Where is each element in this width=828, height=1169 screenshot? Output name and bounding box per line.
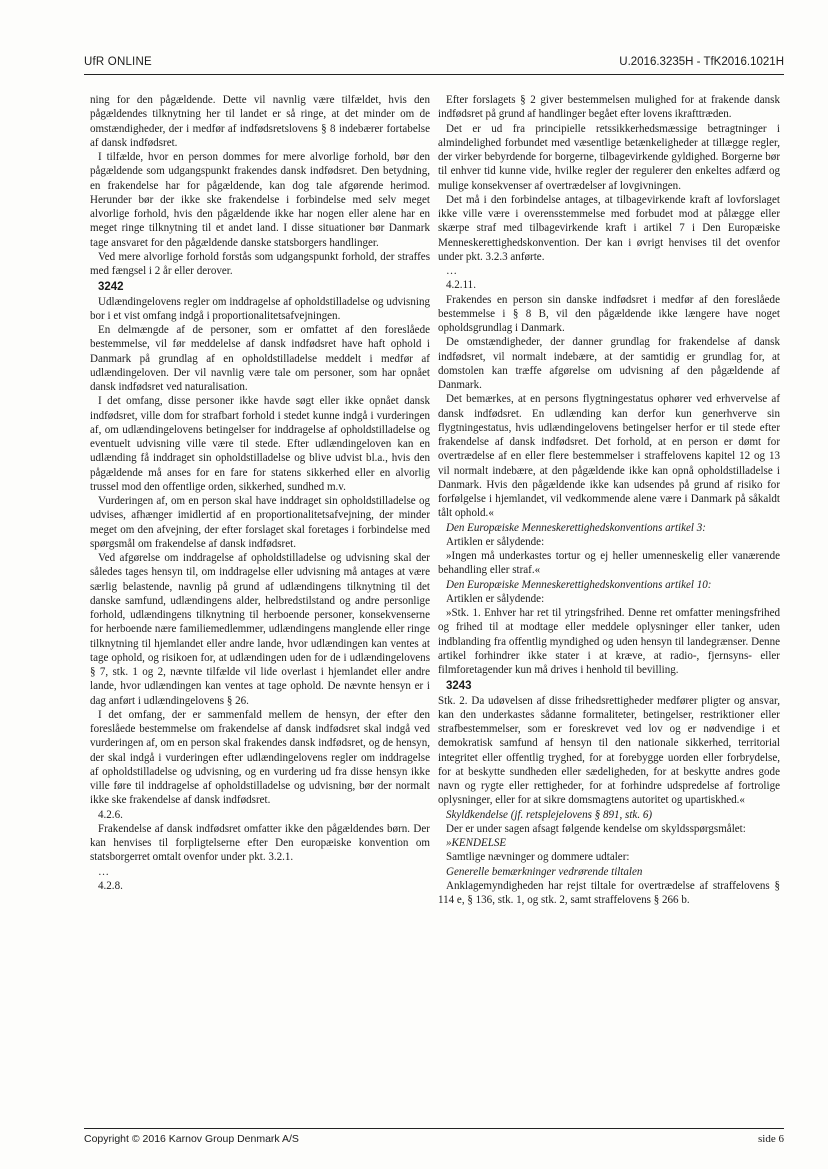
- italic-heading: Generelle bemærkninger vedrørende tiltalen: [446, 865, 643, 878]
- italic-heading: Den Europæiske Menneskerettighedskonventions artikel 3:: [446, 521, 706, 534]
- paragraph: »Stk. 1. Enhver har ret til ytringsfrihed. Denne ret omfatter meningsfrihed og frihed til at modtage eller meddele oplysninger eller tanker, uden indblanding fra offentlig myndighed og uden hensyn til landegrænser. Denne artikel forhindrer ikke stater i at kræve, at radio-, fjernsyns- eller filmforetagender kun må drives i henhold til bevilling.: [438, 607, 780, 676]
- page-number: side 6: [758, 1133, 784, 1145]
- page-footer: [84, 1133, 784, 1149]
- right-column: [438, 93, 780, 907]
- paragraph: Det må i den forbindelse antages, at tilbagevirkende kraft af lovforslaget ikke ville være i overensstemmelse med forbudet mod at pålægge eller skærpe straf med tilbagevirkende kraft i artikel 7 i Den Europæiske Menneskerettighedskonvention. Der kan i øvrigt henvises til det ovenfor under pkt. 3.2.3 anførte.: [438, 193, 780, 263]
- paragraph: En delmængde af de personer, som er omfattet af den foreslåede bestemmelse, vil før meddelelse af dansk indfødsret have haft ophold i Danmark på grundlag af en opholdstilladelse meddelt i medfør af udlændingeloven. Der vil navnlig være tale om personer, som har opnået dansk indfødsret ved naturalisation.: [90, 324, 430, 393]
- header-rule: [84, 74, 784, 75]
- paragraph: Ved mere alvorlige forhold forstås som udgangspunkt forhold, der straffes med fængsel i 2 år eller derover.: [90, 250, 430, 277]
- paragraph: I det omfang, disse personer ikke havde søgt eller ikke opnået dansk indfødsret, ville dom for strafbart forhold i stedet kunne indgå i vurderingen af, om udlændingelovens betingelser for inddragelse af opholdstilladelse og eventuelt udvisning ville være til stede. Efter udlændingeloven kan en udlænding få inddraget sin opholdstilladelse og blive udvist bl.a., hvis den pågældende må anses for en fare for statens sikkerhed eller en alvorlig trussel mod den offentlige orden, sikkerhed, sundhed m.v.: [90, 395, 430, 493]
- copyright-notice: Copyright © 2016 Karnov Group Denmark A/S: [84, 1133, 299, 1145]
- paragraph: »Ingen må underkastes tortur og ej heller umenneskelig eller vanærende behandling eller straf.«: [438, 550, 780, 577]
- paragraph: Der er under sagen afsagt følgende kendelse om skyldsspørgsmålet:: [446, 822, 746, 835]
- margin-page-marker: 3243: [446, 680, 472, 693]
- left-column: [90, 93, 430, 893]
- paragraph: Vurderingen af, om en person skal have inddraget sin opholdstilladelse og udvises, afhænger imidlertid af en proportionalitetsafvejning, der minder meget om den afvejning, der efter forslaget skal foretages i forbindelse med spørgsmål om frakendelse af dansk indfødsret.: [90, 495, 430, 550]
- paragraph: Det bemærkes, at en persons flygtningestatus ophører ved erhvervelse af dansk indfødsret. En udlænding kan derfor kun generhverve sin flygtningestatus, hvis udlændingelovens betingelser herfor er til stede efter frakendelse af dansk indfødsret. Det forhold, at en person er dømt for overtrædelse af en eller flere bestemmelser i straffelovens kapitel 12 og 13 vil normalt indebære, at den pågældende ikke kan opnå opholdstilladelse i Danmark. Hvis den pågældende ikke kan udsendes på grund af risiko for forfølgelse i hjemlandet, vil vedkommende alene være i Danmark på såkaldt tålt ophold.«: [438, 393, 780, 520]
- paragraph: Frakendelse af dansk indfødsret omfatter ikke den pågældendes børn. Der kan henvises til forpligtelserne efter Den europæiske konvention om statsborgerret omtalt ovenfor under pkt. 3.2.1.: [90, 822, 430, 864]
- paragraph: 4.2.11.: [446, 279, 476, 292]
- paragraph: De omstændigheder, der danner grundlag for frakendelse af dansk indfødsret, vil normalt indebære, at der samtidig er grundlag for, at domstolen kan træffe afgørelse om udvisning af den pågældende af Danmark.: [438, 336, 780, 391]
- paragraph: Frakendes en person sin danske indfødsret i medfør af den foreslåede bestemmelse i § 8 B, vil den pågældende ikke længere have noget opholdsgrundlag i Danmark.: [438, 293, 780, 334]
- paragraph: Udlændingelovens regler om inddragelse af opholdstilladelse og udvisning bor i et vist omfang indgå i proportionalitetsafvejningen.: [90, 295, 430, 322]
- paragraph: Samtlige nævninger og dommere udtaler:: [446, 851, 630, 864]
- page-header: [84, 56, 784, 74]
- paragraph: Efter forslagets § 2 giver bestemmelsen mulighed for at frakende dansk indfødsret på grund af handlinger begået efter lovens ikrafttræden.: [438, 94, 780, 121]
- paragraph: Anklagemyndigheden har rejst tiltale for overtrædelse af straffelovens § 114 e, § 136, stk. 1, og stk. 2, samt straffelovens § 266 b.: [438, 879, 780, 906]
- paragraph: …: [446, 265, 458, 277]
- paragraph: ning for den pågældende. Dette vil navnlig være tilfældet, hvis den pågældendes tilknytning her til landet er så ringe, at det minder om de omstændigheder, der i medfør af indfødsretslovens § 8 indebærer fortabelse af dansk indfødsret.: [90, 94, 430, 149]
- paragraph: 4.2.8.: [98, 879, 123, 892]
- paragraph: Artiklen er sålydende:: [446, 592, 545, 605]
- italic-heading: Skyldkendelse (jf. retsplejelovens § 891, stk. 6): [446, 808, 653, 821]
- paragraph: I tilfælde, hvor en person dommes for mere alvorlige forhold, bør den pågældende som udgangspunkt frakendes dansk indfødsret. Den betydning, en frakendelse har for pågældende, kan dog tale afgørende herimod. Herunder bør der ikke ske frakendelse i forbindelse med selv meget alvorlige forhold, hvis den pågældende ikke har nogen eller alene har en meget ringe tilknytning til et andet land. I disse situationer bør Danmark tage ansvaret for den pågældende danske statsborgers handlinger.: [90, 151, 430, 249]
- paragraph: Stk. 2. Da udøvelsen af disse frihedsrettigheder medfører pligter og ansvar, kan den underkastes sådanne formaliteter, betingelser, restriktioner eller strafbestemmelser, som er foreskrevet ved lov og er nødvendige i et demokratisk samfund af hensyn til den nationale sikkerhed, territorial integritet eller offentlig tryghed, for at forebygge uorden eller forbrydelse, for at beskytte sundheden eller sædeligheden, for at beskytte andres gode navn og rygte eller rettigheder, for at forhindre udspredelse af fortrolige oplysninger, eller for at sikre domsmagtens autoritet og upartiskhed.«: [438, 694, 780, 807]
- italic-heading: Den Europæiske Menneskerettighedskonventions artikel 10:: [446, 578, 712, 591]
- footer-rule: [84, 1128, 784, 1129]
- paragraph: 4.2.6.: [98, 808, 123, 821]
- paragraph: I det omfang, der er sammenfald mellem de hensyn, der efter den foreslåede bestemmelse om frakendelse af dansk indfødsret skal indgå ved vurderingen af, om en person skal frakendes dansk indfødsret, og de hensyn, der skal indgå i vurderingen efter udlændingelovens regler om inddragelse af opholdstilladelse og udvisning, og en vurdering ud fra disse hensyn ikke ville føre til inddragelse af opholdstilladelse og udvisning, bør der normalt ikke ske frakendelse af dansk indfødsret.: [90, 708, 430, 807]
- paragraph: …: [98, 865, 110, 878]
- paragraph: Artiklen er sålydende:: [446, 535, 545, 548]
- margin-page-marker: 3242: [98, 281, 124, 294]
- italic-heading: »KENDELSE: [446, 837, 507, 849]
- document-reference: U.2016.3235H - TfK2016.1021H: [619, 56, 784, 68]
- paragraph: Det er ud fra principielle retssikkerhedsmæssige betragtninger i almindelighed forbundet med væsentlige betænkeligheder at tillægge regler, der virker bebyrdende for borgerne, tilbagevirkende gyldighed. Borgerne bør til enhver tid kunne vide, hvilke regler der regulerer den enkeltes adfærd og mulige konsekvenser af overtrædelser af lovgivningen.: [438, 122, 780, 192]
- publication-name: UfR ONLINE: [84, 56, 152, 68]
- paragraph: Ved afgørelse om inddragelse af opholdstilladelse og udvisning skal der således tages hensyn til, om inddragelse eller udvisning må antages at være særlig belastende, navnlig på grund af udlændingens tilknytning til det danske samfund, udlændingens alder, helbredstilstand og andre personlige forhold, udlændingens tilknytning til herboende personer, konsekvenserne for herboende nære familiemedlemmer, udlændingens manglende eller ringe tilknytning til hjemlandet eller andre lande, hvor udlændingen kan ventes at tage ophold, og risikoen for, at udlændingen uden for de i udlændingelovens § 7, stk. 1 og 2, nævnte tilfælde vil lide overlast i hjemlandet eller andre lande, hvor udlændingen kan ventes at tage ophold. De nævnte hensyn er i dag anført i udlændingelovens § 26.: [90, 552, 430, 707]
